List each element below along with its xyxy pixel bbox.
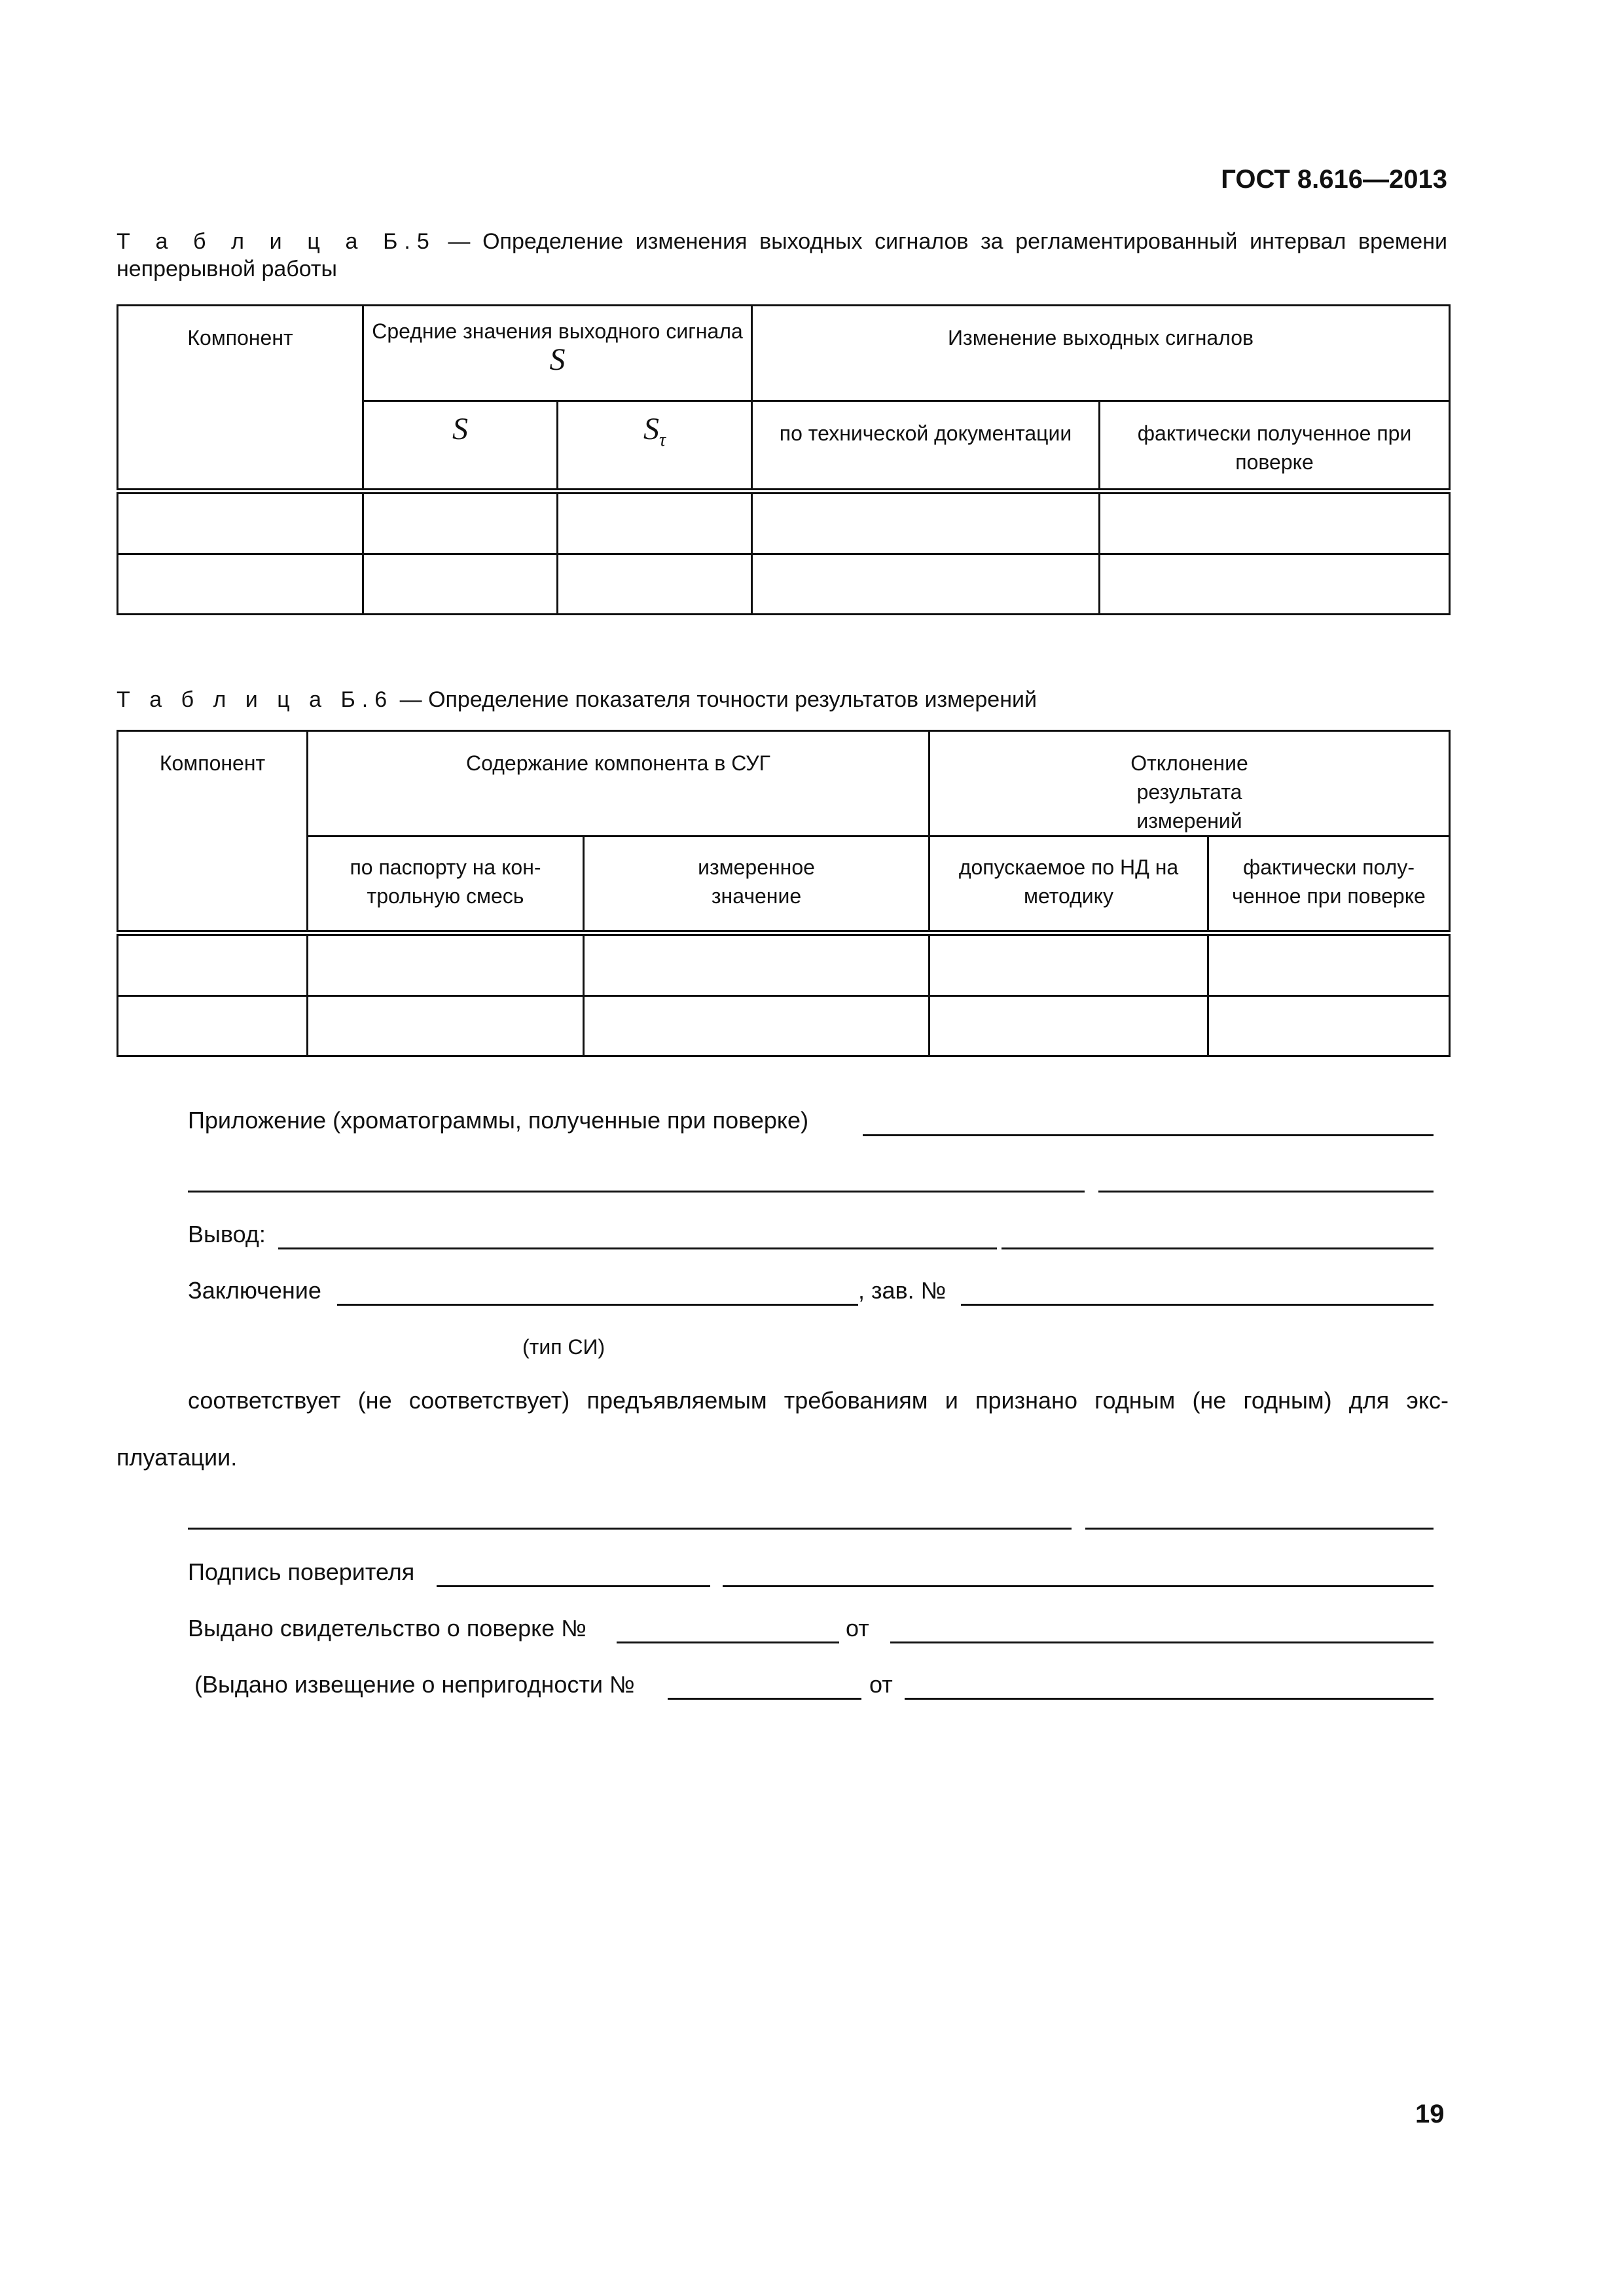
table-b5-header-change: Изменение выходных сигналов bbox=[752, 306, 1450, 401]
table-cell[interactable] bbox=[558, 554, 752, 615]
table-cell[interactable] bbox=[1100, 554, 1450, 615]
certificate-date-field[interactable] bbox=[890, 1641, 1434, 1643]
appendix-field[interactable] bbox=[863, 1134, 1434, 1136]
appendix-label: Приложение (хроматограммы, полученные при поверке) bbox=[188, 1107, 809, 1134]
table-row bbox=[118, 933, 1450, 996]
notice-from-label: от bbox=[869, 1671, 893, 1698]
verdict-label: Заключение bbox=[188, 1277, 321, 1304]
table-cell[interactable] bbox=[118, 996, 308, 1056]
table-row bbox=[118, 554, 1450, 615]
table-b5 bbox=[117, 304, 1451, 615]
table-b5-header-techdoc: по технической документации bbox=[752, 401, 1100, 492]
table-b6-header-content: Содержание компонента в СУГ bbox=[308, 731, 929, 836]
table-b6 bbox=[117, 730, 1451, 1057]
standard-number: ГОСТ 8.616—2013 bbox=[1221, 165, 1447, 194]
conclusion-label: Вывод: bbox=[188, 1221, 266, 1247]
table-cell[interactable] bbox=[752, 492, 1100, 554]
table-b5-dash: — bbox=[435, 229, 483, 254]
certificate-from-label: от bbox=[846, 1615, 869, 1641]
signature-label: Подпись поверителя bbox=[188, 1558, 415, 1585]
table-cell[interactable] bbox=[118, 554, 363, 615]
instrument-type-hint: (тип СИ) bbox=[522, 1335, 605, 1359]
table-cell[interactable] bbox=[558, 492, 752, 554]
conclusion-field-2[interactable] bbox=[1001, 1247, 1434, 1249]
table-b6-header-passport bbox=[308, 836, 584, 933]
conclusion-field[interactable] bbox=[278, 1247, 997, 1249]
table-b6-title: Определение показателя точности результатов измерений bbox=[428, 687, 1037, 712]
table-cell[interactable] bbox=[929, 996, 1208, 1056]
table-b5-header-mean-label: Средние значения выходного сигнала bbox=[372, 319, 743, 343]
compliance-text-line-2: плуатации. bbox=[117, 1444, 238, 1471]
blank-line-2[interactable] bbox=[1085, 1528, 1434, 1530]
serial-label: , зав. № bbox=[858, 1277, 947, 1304]
page-number: 19 bbox=[1415, 2100, 1445, 2128]
appendix-field-line-2[interactable] bbox=[188, 1191, 1085, 1193]
table-b5-header-mean bbox=[363, 306, 752, 401]
certificate-number-field[interactable] bbox=[617, 1641, 839, 1643]
table-cell[interactable] bbox=[363, 492, 558, 554]
table-b6-header-actual bbox=[1208, 836, 1450, 933]
table-cell[interactable] bbox=[1100, 492, 1450, 554]
table-b6-header-deviation-label: Отклонение результата измерений bbox=[1130, 751, 1248, 833]
notice-date-field[interactable] bbox=[905, 1698, 1434, 1700]
blank-line[interactable] bbox=[188, 1528, 1072, 1530]
mean-signal-symbol: S bbox=[549, 342, 566, 377]
table-b5-header-st bbox=[558, 401, 752, 492]
appendix-field-line-2b[interactable] bbox=[1098, 1191, 1434, 1193]
table-b6-dash: — bbox=[393, 687, 429, 712]
table-b6-label: Т а б л и ц а Б.6 bbox=[117, 687, 394, 712]
table-b6-header-measured-label: измеренное значение bbox=[698, 855, 815, 908]
table-b6-header-passport-label: по паспорту на кон-трольную смесь bbox=[350, 855, 541, 908]
table-cell[interactable] bbox=[929, 933, 1208, 996]
table-b6-header-allowed-label: допускаемое по НД на методику bbox=[958, 855, 1179, 908]
table-row bbox=[118, 996, 1450, 1056]
table-cell[interactable] bbox=[584, 933, 929, 996]
signature-field[interactable] bbox=[437, 1585, 710, 1587]
table-cell[interactable] bbox=[584, 996, 929, 1056]
s-tau-symbol: S bbox=[643, 412, 659, 446]
tau-subscript: τ bbox=[659, 430, 666, 450]
serial-number-field[interactable] bbox=[961, 1304, 1434, 1306]
table-b5-title: Определение изменения выходных сигналов за регламентированный интервал времени непрерывной работы bbox=[117, 229, 1447, 281]
table-b5-header-s bbox=[363, 401, 558, 492]
table-b6-caption bbox=[117, 686, 1447, 713]
instrument-type-field[interactable] bbox=[337, 1304, 858, 1306]
s-symbol: S bbox=[452, 412, 468, 446]
table-cell[interactable] bbox=[308, 933, 584, 996]
table-b6-header-component: Компонент bbox=[118, 731, 308, 933]
table-b6-header-allowed bbox=[929, 836, 1208, 933]
table-cell[interactable] bbox=[308, 996, 584, 1056]
table-cell[interactable] bbox=[1208, 996, 1450, 1056]
table-b5-header-component: Компонент bbox=[118, 306, 363, 492]
table-b6-header-deviation bbox=[929, 731, 1450, 836]
certificate-label: Выдано свидетельство о поверке № bbox=[188, 1615, 586, 1641]
table-cell[interactable] bbox=[1208, 933, 1450, 996]
notice-label: (Выдано извещение о непригодности № bbox=[194, 1671, 635, 1698]
table-b6-header-actual-label: фактически полу-ченное при поверке bbox=[1232, 855, 1426, 908]
table-b6-header-measured bbox=[584, 836, 929, 933]
table-cell[interactable] bbox=[118, 492, 363, 554]
table-cell[interactable] bbox=[118, 933, 308, 996]
table-row bbox=[118, 492, 1450, 554]
table-b5-caption bbox=[117, 228, 1447, 283]
table-b5-header-actual: фактически полученное при поверке bbox=[1100, 401, 1450, 492]
table-cell[interactable] bbox=[752, 554, 1100, 615]
notice-number-field[interactable] bbox=[668, 1698, 861, 1700]
compliance-text-line-1: соответствует (не соответствует) предъявляемым требованиям и признано годным (не годным) для экс- bbox=[188, 1387, 1449, 1414]
table-b5-label: Т а б л и ц а Б.5 bbox=[117, 229, 436, 254]
verifier-name-field[interactable] bbox=[723, 1585, 1434, 1587]
table-cell[interactable] bbox=[363, 554, 558, 615]
